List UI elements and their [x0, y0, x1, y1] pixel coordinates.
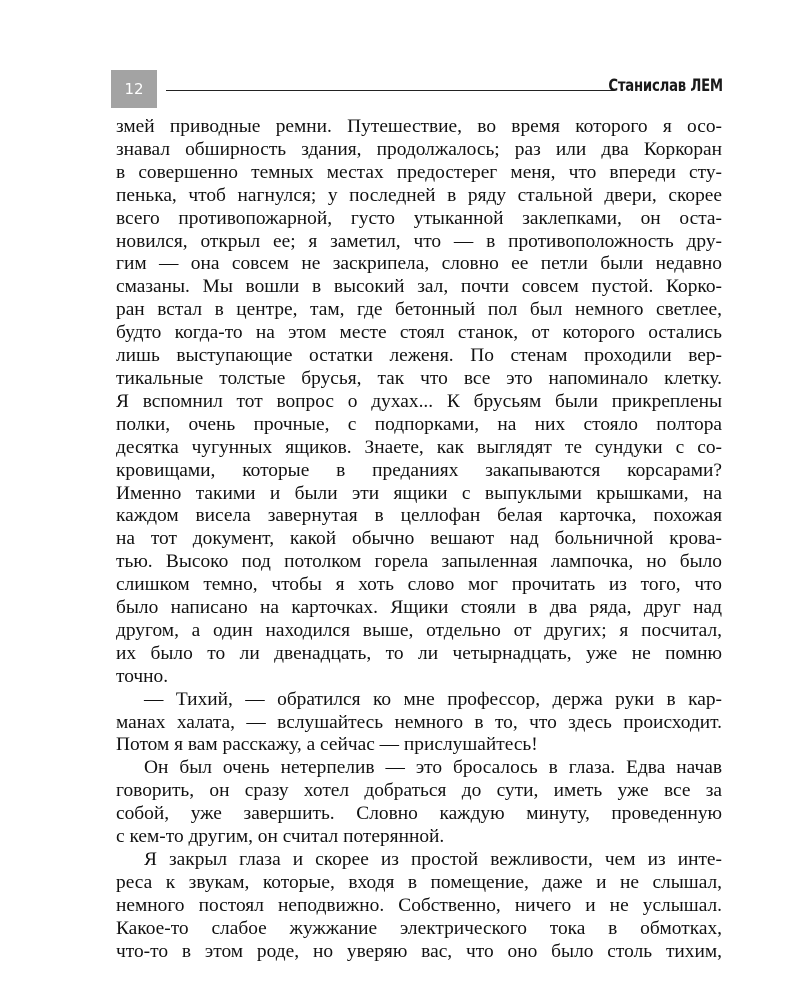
- text-line: знавал обширность здания, продолжалось; раз или два Коркоран: [116, 138, 722, 160]
- text-line: кровищами, которые в преданиях закапываются корсарами?: [116, 459, 722, 481]
- text-line: змей приводные ремни. Путешествие, во время которого я осо-: [116, 116, 722, 137]
- text-line: собой, уже завершить. Словно каждую минуту, проведенную: [116, 803, 722, 825]
- page-header: [111, 70, 723, 108]
- text-line: с кем-то другим, он считал потерянной.: [116, 826, 445, 848]
- page-number: 12: [111, 70, 157, 108]
- body-text: [116, 116, 722, 964]
- text-line: Потом я вам расскажу, а сейчас — прислушайтесь!: [116, 734, 538, 756]
- text-line: Он был очень нетерпелив — это бросалось в глаза. Едва начав: [144, 757, 722, 779]
- text-line: тью. Высоко под потолком горела запыленная лампочка, но было: [116, 551, 722, 573]
- text-line: Именно такими и были эти ящики с выпуклыми крышками, на: [116, 482, 722, 504]
- text-line: манах халата, — вслушайтесь немного в то, что здесь происходит.: [116, 711, 722, 733]
- text-line: что-то в этом роде, но уверяю вас, что оно было столь тихим,: [116, 940, 722, 962]
- text-line: — Тихий, — обратился ко мне профессор, держа руки в кар-: [144, 688, 722, 710]
- text-line: реса к звукам, которые, входя в помещение, даже и не слышал,: [116, 871, 722, 893]
- paragraph: [116, 757, 722, 849]
- text-line: каждом висела завернутая в целлофан белая карточка, похожая: [116, 505, 722, 527]
- text-line: смазаны. Мы вошли в высокий зал, почти совсем пустой. Корко-: [116, 276, 722, 298]
- running-head-author: Станислав ЛЕМ: [608, 76, 723, 96]
- text-line: тикальные толстые брусья, так что все это напоминало клетку.: [116, 367, 722, 389]
- text-line: Я закрыл глаза и скорее из простой вежливости, чем из инте-: [144, 849, 722, 870]
- header-rule: [166, 90, 613, 91]
- text-line: их было то ли двенадцать, то ли четырнадцать, уже не помню: [116, 642, 722, 664]
- text-line: десятка чугунных ящиков. Знаете, как выглядят те сундуки с со-: [116, 436, 722, 458]
- text-line: полки, очень прочные, с подпорками, на них стояло полтора: [116, 413, 722, 435]
- text-line: слишком темно, чтобы я хоть слово мог прочитать из того, что: [116, 574, 722, 596]
- text-line: на тот документ, какой обычно вешают над больничной крова-: [116, 528, 722, 550]
- text-line: точно.: [116, 665, 169, 687]
- text-line: Я вспомнил тот вопрос о духах... К брусьям были прикреплены: [116, 390, 722, 412]
- text-line: всего противопожарной, густо утыканной заклепками, он оста-: [116, 207, 722, 229]
- paragraph: [116, 116, 722, 689]
- text-line: Какое-то слабое жужжание электрического тока в обмотках,: [116, 917, 722, 939]
- text-line: ран встал в центре, там, где бетонный пол был немного светлее,: [116, 299, 722, 321]
- text-line: немного постоял неподвижно. Собственно, ничего и не услышал.: [116, 894, 722, 916]
- text-line: гим — она совсем не заскрипела, словно ее петли были недавно: [116, 253, 722, 275]
- text-line: будто когда-то на этом месте стоял станок, от которого остались: [116, 322, 722, 344]
- text-line: говорить, он сразу хотел добраться до сути, иметь уже все за: [116, 780, 722, 802]
- text-line: пенька, чтоб нагнулся; у последней в ряду стальной двери, скорее: [116, 184, 722, 206]
- paragraph: [116, 689, 722, 758]
- text-line: в совершенно темных местах предостерег меня, что впереди сту-: [116, 161, 722, 183]
- paragraph: [116, 849, 722, 964]
- text-line: лишь выступающие остатки леженя. По стенам проходили вер-: [116, 345, 722, 367]
- text-line: было написано на карточках. Ящики стояли в два ряда, друг над: [116, 597, 722, 619]
- text-line: новился, открыл ее; я заметил, что — в противоположность дру-: [116, 230, 722, 252]
- text-line: другом, а один находился выше, отдельно от других; я посчитал,: [116, 619, 722, 641]
